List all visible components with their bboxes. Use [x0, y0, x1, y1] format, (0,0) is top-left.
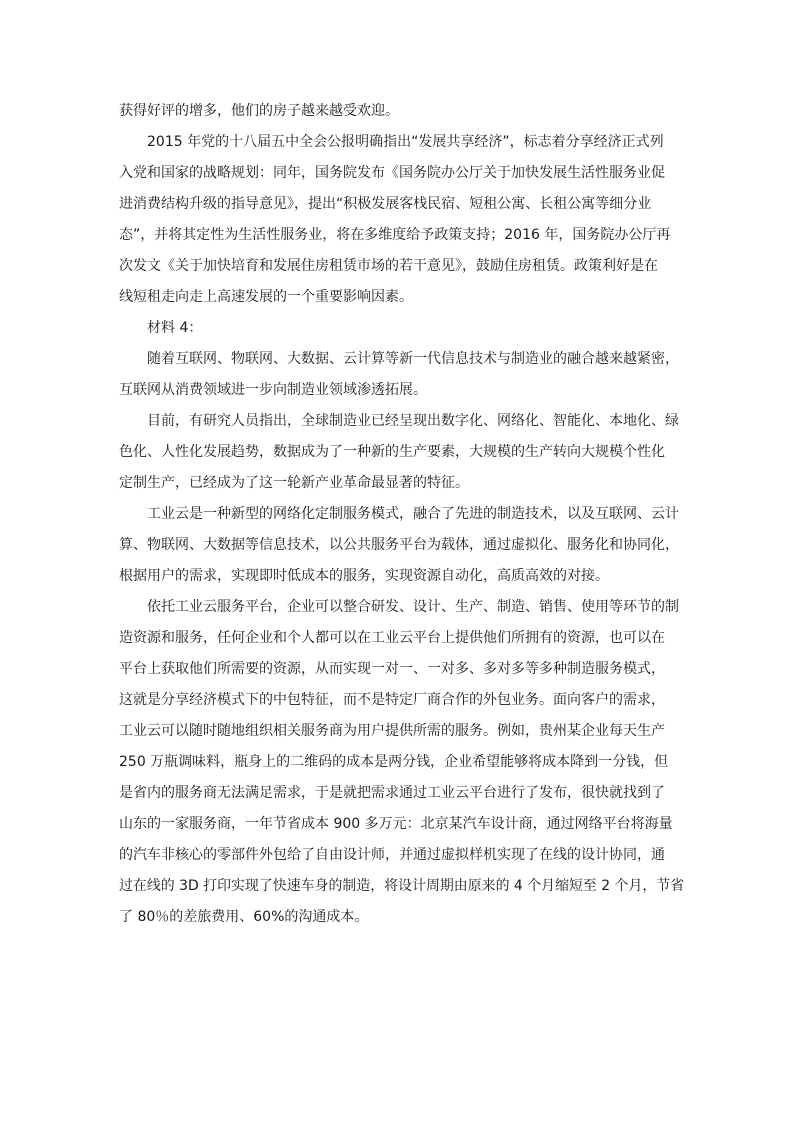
- text-line: 了 80％的差旅费用、60%的沟通成本。: [119, 909, 369, 925]
- text-line: 入党和国家的战略规划：同年，国务院发布《国务院办公厅关于加快发展生活性服务业促: [119, 165, 665, 181]
- text-line: 这就是分享经济模式下的中包特征，而不是特定厂商合作的外包业务。面向客户的需求，: [119, 692, 665, 708]
- text-line: 线短租走向走上高速发展的一个重要影响因素。: [119, 289, 413, 305]
- text-line: 造资源和服务，任何企业和个人都可以在工业云平台上提供他们所拥有的资源，也可以在: [119, 630, 665, 646]
- text-line: 是省内的服务商无法满足需求，于是就把需求通过工业云平台进行了发布，很快就找到了: [119, 785, 665, 801]
- text-line: 获得好评的增多，他们的房子越来越受欢迎。: [119, 103, 399, 119]
- text-line: 态”，并将其定性为生活性服务业，将在多维度给予政策支持；2016 年，国务院办公厅再: [119, 227, 671, 243]
- text-line: 互联网从消费领域进一步向制造业领域渗透拓展。: [119, 382, 427, 398]
- section-heading: 材料 4：: [147, 320, 203, 336]
- text-line: 依托工业云服务平台，企业可以整合研发、设计、生产、制造、销售、使用等环节的制: [147, 599, 679, 615]
- text-line: 定制生产，已经成为了这一轮新产业革命最显著的特征。: [119, 475, 469, 491]
- text-line: 的汽车非核心的零部件外包给了自由设计师，并通过虚拟样机实现了在线的设计协同，通: [119, 847, 665, 863]
- text-line: 250 万瓶调味料，瓶身上的二维码的成本是两分钱，企业希望能够将成本降到一分钱，但: [119, 754, 669, 770]
- text-line: 2015 年党的十八届五中全会公报明确指出“发展共享经济”，标志着分享经济正式列: [147, 134, 664, 150]
- text-line: 根据用户的需求，实现即时低成本的服务，实现资源自动化，高质高效的对接。: [119, 568, 609, 584]
- text-line: 进消费结构升级的指导意见》，提出“积极发展客栈民宿、短租公寓、长租公寓等细分业: [119, 196, 652, 212]
- text-line: 算、物联网、大数据等信息技术，以公共服务平台为载体，通过虚拟化、服务化和协同化，: [119, 537, 679, 553]
- text-line: 工业云是一种新型的网络化定制服务模式，融合了先进的制造技术，以及互联网、云计: [147, 506, 679, 522]
- text-line: 色化、人性化发展趋势，数据成为了一种新的生产要素，大规模的生产转向大规模个性化: [119, 444, 665, 460]
- text-line: 山东的一家服务商，一年节省成本 900 多万元：北京某汽车设计商，通过网络平台将海量: [119, 816, 673, 832]
- text-line: 随着互联网、物联网、大数据、云计算等新一代信息技术与制造业的融合越来越紧密，: [147, 351, 679, 367]
- text-line: 次发文《关于加快培育和发展住房租赁市场的若干意见》，鼓励住房租赁。政策利好是在: [119, 258, 658, 274]
- text-line: 过在线的 3D 打印实现了快速车身的制造，将设计周期由原来的 4 个月缩短至 2 个月，节省: [119, 878, 685, 894]
- text-line: 平台上获取他们所需要的资源，从而实现一对一、一对多、多对多等多种制造服务模式，: [119, 661, 665, 677]
- text-line: 工业云可以随时随地组织相关服务商为用户提供所需的服务。例如，贵州某企业每天生产: [119, 723, 665, 739]
- text-line: 目前，有研究人员指出，全球制造业已经呈现出数字化、网络化、智能化、本地化、绿: [147, 413, 679, 429]
